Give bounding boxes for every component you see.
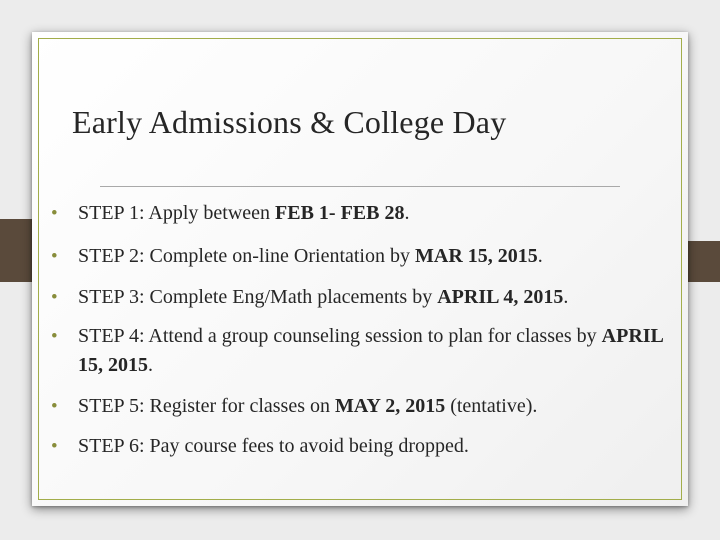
list-item-step-4: STEP 4: Attend a group counseling session to plan for classes by APRIL 15, 2015. xyxy=(78,325,663,376)
bullet-icon: • xyxy=(51,287,58,308)
list-item-step-3: STEP 3: Complete Eng/Math placements by APRIL 4, 2015. xyxy=(78,286,569,308)
list-item-step-5: STEP 5: Register for classes on MAY 2, 2015 (tentative). xyxy=(78,395,538,417)
list-item-step-6: STEP 6: Pay course fees to avoid being dropped. xyxy=(78,435,469,457)
bullet-icon: • xyxy=(51,203,58,224)
bullet-icon: • xyxy=(51,246,58,267)
list-item-step-2: STEP 2: Complete on-line Orientation by MAR 15, 2015. xyxy=(78,245,543,267)
bullet-icon: • xyxy=(51,436,58,457)
bullet-icon: • xyxy=(51,326,58,347)
slide-title: Early Admissions & College Day xyxy=(72,104,507,140)
list-item-step-1: STEP 1: Apply between FEB 1- FEB 28. xyxy=(78,202,410,224)
bullet-icon: • xyxy=(51,396,58,417)
